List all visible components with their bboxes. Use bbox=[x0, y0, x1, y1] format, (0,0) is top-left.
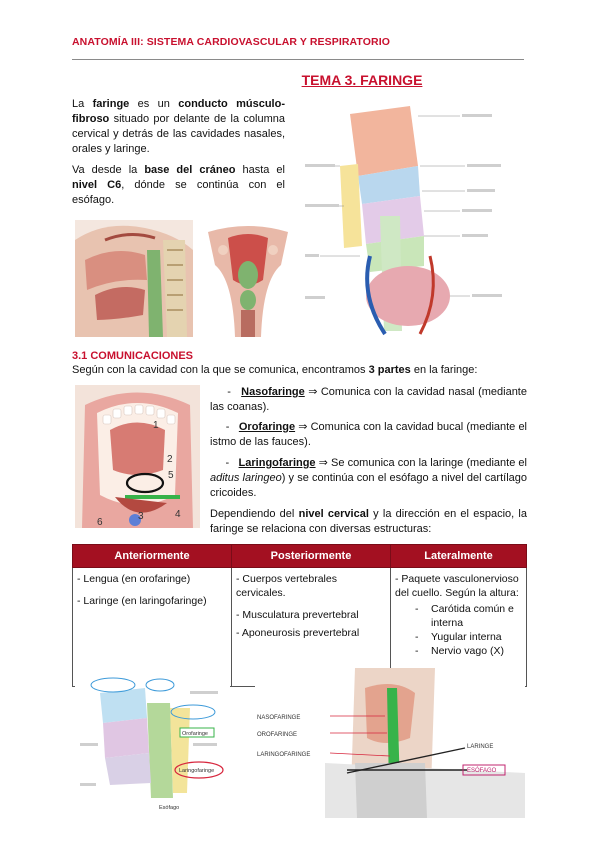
intro-paragraph-1: La faringe es un conducto músculo-fibroso situado por delante de la columna cervical y detrás de las cavidades nasales, orales y laringe. bbox=[72, 98, 286, 155]
course-header: ANATOMÍA III: SISTEMA CARDIOVASCULAR Y RESPIRATORIO bbox=[72, 36, 390, 48]
region-label-laringe: LARINGE bbox=[467, 744, 494, 750]
pharynx-regions-figure bbox=[255, 668, 525, 818]
list-item-laringofaringe: - Laringofaringe ⇒ Se comunica con la laringe (mediante el aditus laringeo) y se continúa con el esófago a nivel del cartílago cricoides. bbox=[210, 457, 527, 499]
depend-paragraph: Dependiendo del nivel cervical y la dirección en el espacio, la faringe se relaciona con diversas estructuras: bbox=[210, 508, 527, 535]
oral-number-6: 6 bbox=[97, 517, 103, 528]
header-divider bbox=[72, 59, 524, 60]
table-header-anterior: Anteriormente bbox=[73, 545, 232, 568]
table-cell-lateral: - Paquete vasculonervioso del cuello. Según la altura: - Carótida común e interna - Yugular interna - Nervio vago (X) bbox=[391, 568, 527, 687]
intro-paragraph-2: Va desde la base del cráneo hasta el nivel C6, dónde se continúa con el esófago. bbox=[72, 164, 285, 206]
schema-label-esofago: Esófago bbox=[159, 805, 180, 811]
section-lead: Según con la cavidad con la que se comunica, encontramos 3 partes en la faringe: bbox=[72, 364, 478, 376]
posterior-pharynx-figure bbox=[203, 220, 293, 337]
oral-number-5: 5 bbox=[168, 470, 174, 481]
list-item-orofaringe: - Orofaringe ⇒ Comunica con la cavidad bucal (mediante el istmo de las fauces). bbox=[210, 421, 527, 448]
oral-number-4: 4 bbox=[175, 509, 181, 520]
table-cell-posterior: - Cuerpos vertebrales cervicales. - Musculatura prevertebral - Aponeurosis prevertebral bbox=[232, 568, 391, 687]
oral-number-3: 3 bbox=[138, 511, 144, 522]
region-label-laringofaringe: LARINGOFARINGE bbox=[257, 752, 311, 758]
table-cell-anterior: - Lengua (en orofaringe) - Laringe (en laringofaringe) bbox=[73, 568, 232, 687]
oral-number-2: 2 bbox=[167, 454, 173, 465]
region-label-nasofaringe: NASOFARINGE bbox=[257, 715, 301, 721]
schema-label-orofaringe: Orofaringe bbox=[182, 731, 208, 737]
section-title: 3.1 COMUNICACIONES bbox=[72, 350, 194, 362]
region-label-orofaringe: OROFARINGE bbox=[257, 732, 298, 738]
relations-table bbox=[72, 544, 527, 687]
list-item-nasofaringe: - Nasofaringe ⇒ Comunica con la cavidad nasal (mediante las coanas). bbox=[210, 386, 527, 413]
schema-label-laringofaringe: Laringofaringe bbox=[179, 768, 215, 774]
pharynx-schema-figure bbox=[75, 673, 230, 813]
pharynx-anatomy-diagram bbox=[300, 96, 528, 336]
page-title: TEMA 3. FARINGE bbox=[301, 72, 423, 88]
oral-cavity-figure bbox=[75, 385, 200, 528]
table-header-lateral: Lateralmente bbox=[391, 545, 527, 568]
sagittal-head-figure bbox=[75, 220, 193, 337]
table-header-posterior: Posteriormente bbox=[232, 545, 391, 568]
oral-number-1: 1 bbox=[153, 420, 159, 431]
region-label-esofago: ESÓFAGO bbox=[467, 768, 497, 774]
